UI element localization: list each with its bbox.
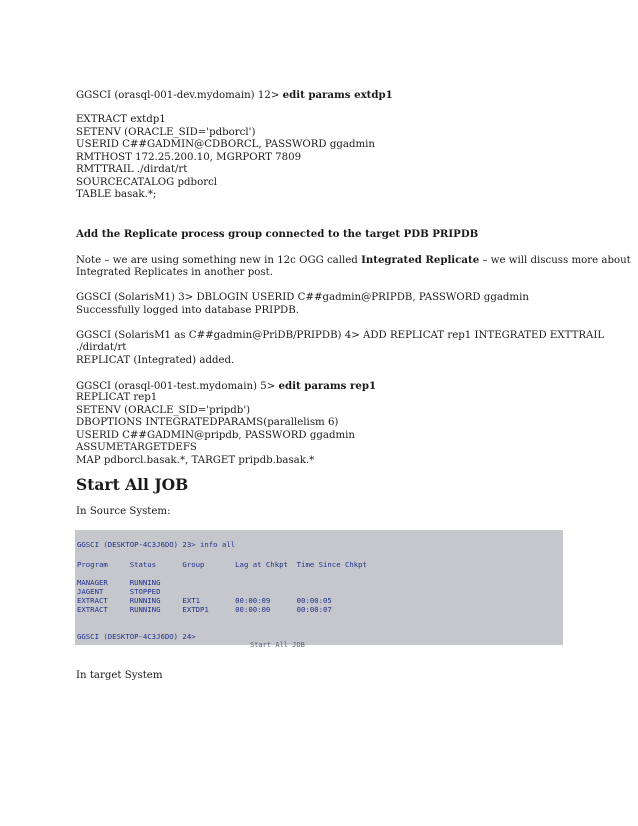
rep1-param-line: REPLICAT rep1: [76, 392, 158, 403]
target-system-label: In target System: [76, 670, 163, 681]
rep1-param-line: USERID C##GADMIN@pripdb, PASSWORD ggadmin: [76, 429, 355, 441]
terminal-prompt-final: GGSCI (DESKTOP-4C3J6DO) 24>: [77, 632, 196, 641]
rep1-command-line: GGSCI (orasql-001-test.mydomain) 5> edit params rep1: [76, 379, 377, 392]
terminal-row: EXTRACT RUNNING EXT1 00:00:09 00:00:05: [77, 596, 332, 605]
extdp1-param-line: TABLE basak.*;: [76, 189, 157, 200]
extdp1-param-line: SETENV (ORACLE_SID='pdborcl'): [76, 126, 256, 138]
note-line-2: Integrated Replicates in another post.: [76, 266, 273, 278]
dblogin-line: GGSCI (SolarisM1) 3> DBLOGIN USERID C##gadmin@PRIPDB, PASSWORD ggadmin: [76, 292, 529, 303]
terminal-row: JAGENT STOPPED: [77, 587, 161, 596]
rep1-param-line: DBOPTIONS INTEGRATEDPARAMS(parallelism 6): [76, 417, 339, 428]
terminal-prompt-info-all: GGSCI (DESKTOP-4C3J6DO) 23> info all: [77, 540, 236, 549]
extdp1-param-line: SOURCECATALOG pdborcl: [76, 176, 218, 188]
extdp1-param-line: RMTHOST 172.25.200.10, MGRPORT 7809: [76, 151, 302, 163]
note-line: Note – we are using something new in 12c OGG called Integrated Replicate – we will discuss more about: [76, 254, 631, 266]
add-replicat-result: REPLICAT (Integrated) added.: [76, 354, 235, 366]
replicat-heading: Add the Replicate process group connected to the target PDB PRIPDB: [76, 228, 479, 240]
extdp1-param-line: USERID C##GADMIN@CDBORCL, PASSWORD ggadmin: [76, 139, 375, 150]
rep1-param-line: ASSUMETARGETDEFS: [76, 442, 197, 453]
start-all-job-heading: Start All JOB: [76, 475, 189, 494]
extdp1-param-line: EXTRACT extdp1: [76, 114, 166, 125]
terminal-table-header: Program Status Group Lag at Chkpt Time Since Chkpt: [77, 560, 367, 569]
extdp1-param-line: RMTTRAIL ./dirdat/rt: [76, 164, 188, 175]
rep1-param-line: SETENV (ORACLE_SID='pripdb'): [76, 404, 251, 416]
ggsci-terminal-screenshot: [75, 530, 563, 649]
terminal-row: EXTRACT RUNNING EXTDP1 00:00:00 00:00:07: [77, 605, 332, 614]
terminal-overlapping-text: Start All JOB: [250, 641, 305, 649]
add-replicat-line: ./dirdat/rt: [76, 342, 127, 353]
source-system-label: In Source System:: [76, 506, 171, 517]
terminal-row: MANAGER RUNNING: [77, 578, 161, 587]
add-replicat-line: GGSCI (SolarisM1 as C##gadmin@PriDB/PRIPDB) 4> ADD REPLICAT rep1 INTEGRATED EXTTRAIL: [76, 329, 605, 341]
rep1-param-line: MAP pdborcl.basak.*, TARGET pripdb.basak.*: [76, 454, 315, 466]
dblogin-result: Successfully logged into database PRIPDB.: [76, 304, 299, 316]
extdp1-command-line: GGSCI (orasql-001-dev.mydomain) 12> edit params extdp1: [76, 89, 393, 101]
